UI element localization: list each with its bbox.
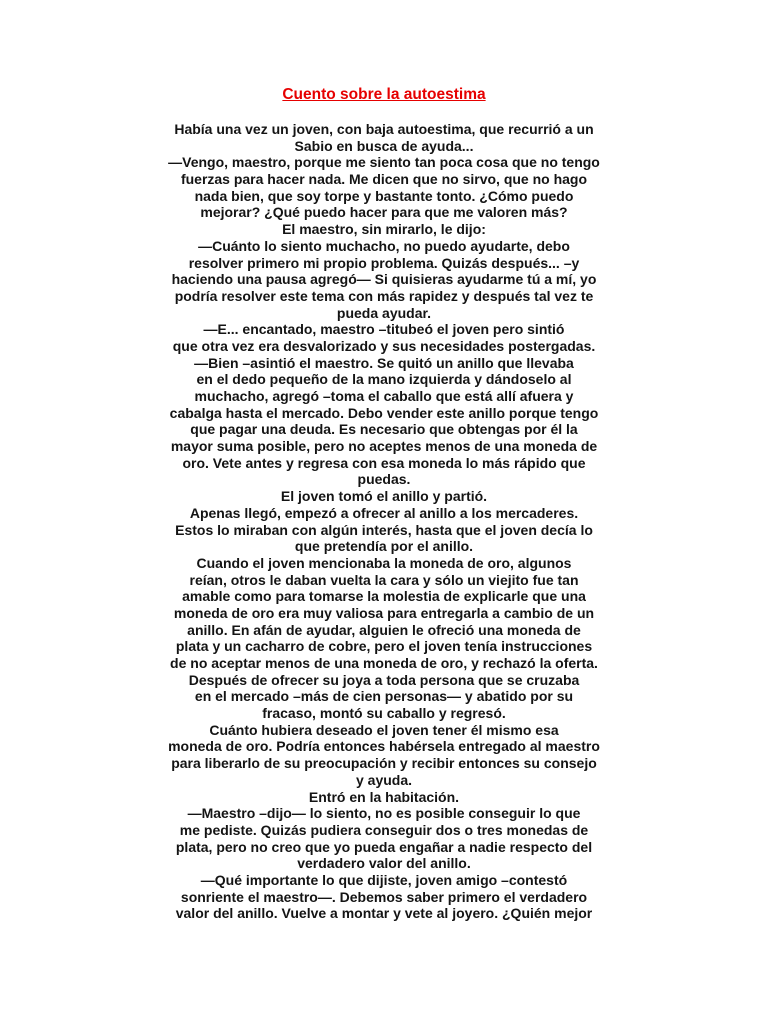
text-line: —Vengo, maestro, porque me siento tan poca cosa que no tengo	[168, 154, 600, 171]
document-title: Cuento sobre la autoestima	[282, 86, 486, 103]
text-line: y ayuda.	[355, 771, 413, 788]
text-line: oro. Vete antes y regresa con esa moneda lo más rápido que	[182, 454, 586, 471]
text-line: plata y un cacharro de cobre, pero el joven tenía instrucciones	[175, 638, 593, 655]
text-line: fuerzas para hacer nada. Me dicen que no sirvo, que no hago	[180, 171, 588, 188]
text-line: verdadero valor del anillo.	[297, 855, 471, 872]
text-line: Apenas llegó, empezó a ofrecer al anillo a los mercaderes.	[189, 504, 579, 521]
text-line: amable como para tomarse la molestia de explicarle que una	[182, 588, 586, 605]
text-line: —Qué importante lo que dijiste, joven amigo –contestó	[200, 871, 568, 888]
text-line: me pediste. Quizás pudiera conseguir dos o tres monedas de	[179, 821, 589, 838]
text-line: sonriente el maestro—. Debemos saber primero el verdadero	[180, 888, 588, 905]
text-line: valor del anillo. Vuelve a montar y vete al joyero. ¿Quién mejor	[175, 905, 593, 922]
text-line: de no aceptar menos de una moneda de oro, y rechazó la oferta.	[170, 655, 598, 671]
text-line: Sabio en busca de ayuda...	[294, 137, 474, 154]
text-line: —Bien –asintió el maestro. Se quitó un anillo que llevaba	[194, 354, 574, 371]
text-line: Cuánto hubiera deseado el joven tener él mismo esa	[209, 721, 559, 738]
text-line: en el mercado –más de cien personas— y abatido por su	[194, 688, 574, 705]
text-line: cabalga hasta el mercado. Debo vender este anillo porque tengo	[169, 404, 599, 421]
text-line: Cuando el joven mencionaba la moneda de oro, algunos	[196, 554, 572, 571]
text-line: moneda de oro era muy valiosa para entregarla a cambio de un	[173, 604, 595, 621]
text-line: muchacho, agregó –toma el caballo que está allí afuera y	[194, 388, 574, 404]
text-line: que pretendía por el anillo.	[294, 538, 474, 555]
text-line: pueda ayudar.	[336, 304, 432, 321]
text-line: anillo. En afán de ayudar, alguien le ofreció una moneda de	[187, 621, 581, 638]
text-line: Estos lo miraban con algún interés, hasta que el joven decía lo	[175, 521, 593, 538]
text-line: haciendo una pausa agregó— Si quisieras ayudarme tú a mí, yo	[171, 271, 597, 288]
text-line: fracaso, montó su caballo y regresó.	[262, 705, 506, 722]
text-line: para liberarlo de su preocupación y recibir entonces su consejo	[171, 755, 597, 772]
text-line: que otra vez era desvalorizado y sus necesidades postergadas.	[172, 337, 596, 354]
text-line: plata, pero no creo que yo pueda engañar a nadie respecto del	[175, 838, 593, 855]
story-text	[130, 121, 638, 922]
text-line: mejorar? ¿Qué puedo hacer para que me valoren más?	[200, 204, 568, 221]
text-line: —Cuánto lo siento muchacho, no puedo ayudarte, debo	[198, 237, 570, 254]
text-line: puedas.	[357, 471, 411, 488]
text-line: Había una vez un joven, con baja autoestima, que recurrió a un	[174, 121, 594, 137]
text-line: Entró en la habitación.	[308, 788, 460, 805]
text-line: Después de ofrecer su joya a toda persona que se cruzaba	[188, 671, 580, 688]
text-line: El maestro, sin mirarlo, le dijo:	[282, 221, 486, 238]
text-line: El joven tomó el anillo y partió.	[280, 488, 488, 505]
text-line: resolver primero mi propio problema. Quizás después... –y	[188, 254, 580, 271]
text-line: reían, otros le daban vuelta la cara y sólo un viejito fue tan	[189, 571, 579, 588]
text-line: nada bien, que soy torpe y bastante tonto. ¿Cómo puedo	[194, 187, 574, 204]
text-line: mayor suma posible, pero no aceptes menos de una moneda de	[170, 438, 598, 455]
text-line: —Maestro –dijo— lo siento, no es posible conseguir lo que	[187, 805, 581, 822]
text-line: podría resolver este tema con más rapidez y después tal vez te	[174, 287, 594, 304]
text-line: moneda de oro. Podría entonces habérsela entregado al maestro	[168, 738, 600, 755]
text-line: —E... encantado, maestro –titubeó el joven pero sintió	[203, 321, 565, 338]
text-line: en el dedo pequeño de la mano izquierda y dándoselo al	[196, 371, 572, 388]
text-line: que pagar una deuda. Es necesario que obtengas por él la	[190, 421, 578, 438]
